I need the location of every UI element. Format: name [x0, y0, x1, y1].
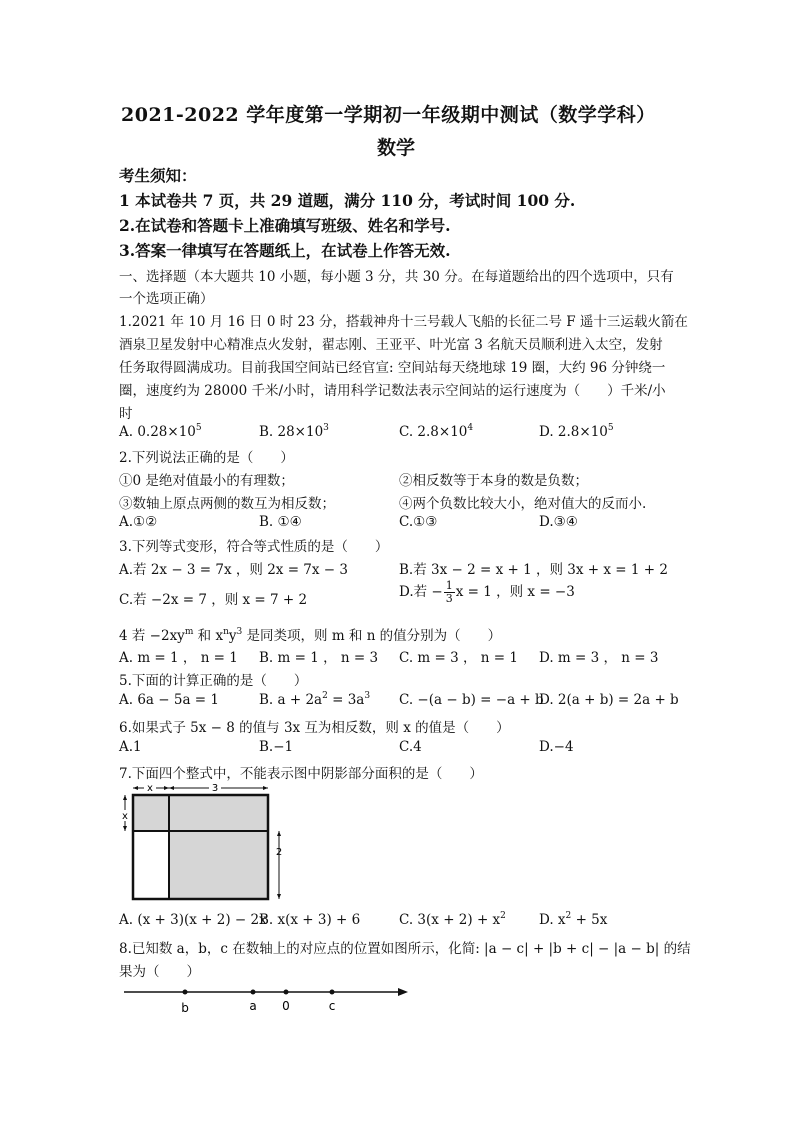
dim-label-2: 2 — [275, 847, 283, 858]
q2-stem: 2.下列说法正确的是（ ） — [119, 450, 294, 466]
q7-option-c[interactable]: C. $3(x + 2) + x^2$ — [399, 911, 506, 928]
q1-line-4: 圈，速度约为 28000 千米/小时，请用科学记数法表示空间站的运行速度为（ ）千米/小 — [119, 383, 666, 399]
fraction-one-third: $\frac{1}{3}$ — [445, 579, 453, 605]
q2-option-d[interactable]: D.③④ — [539, 514, 578, 530]
q4-option-c[interactable]: C. m = 3 ， n = 1 — [399, 650, 518, 666]
unshaded-area — [133, 831, 169, 899]
arrow-head — [277, 831, 281, 836]
arrow-head — [169, 786, 174, 790]
arrow-head — [164, 786, 169, 790]
q7-option-d[interactable]: D. $x^2 + 5x$ — [539, 911, 608, 928]
q2-statement-3: ③数轴上原点两侧的数互为相反数； — [119, 496, 335, 512]
q8-line-1: 8.已知数 a，b，c 在数轴上的对应点的位置如图所示，化简: |a − c| + |b + c| − |a − b| 的结 — [119, 941, 691, 957]
q2-statement-2: ②相反数等于本身的数是负数； — [399, 473, 588, 489]
arrow-head — [123, 795, 127, 800]
q1-line-2: 酒泉卫星发射中心精准点火发射，翟志刚、王亚平、叶光富 3 名航天员顺利进入太空，发射 — [119, 337, 663, 353]
arrow-head — [277, 894, 281, 899]
notice-item-1: 1 本试卷共 7 页，共 29 道题，满分 110 分，考试时间 100 分. — [119, 191, 576, 210]
notice-item-2: 2.在试卷和答题卡上准确填写班级、姓名和学号. — [119, 216, 451, 235]
number-line-arrow — [398, 988, 408, 996]
q1-line-3: 任务取得圆满成功。目前我国空间站已经官宣: 空间站每天绕地球 19 圈，大约 96 分钟绕一 — [119, 360, 666, 376]
arrow-head — [123, 826, 127, 831]
q2-statement-4: ④两个负数比较大小，绝对值大的反而小. — [399, 496, 647, 512]
exam-title: 2021-2022 学年度第一学期初一年级期中测试（数学学科） — [121, 104, 656, 126]
arrow-head — [133, 786, 138, 790]
q6-option-b[interactable]: B.−1 — [259, 739, 294, 755]
q6-option-a[interactable]: A.1 — [119, 739, 142, 755]
q7-option-a[interactable]: A. (x + 3)(x + 2) − 2x — [119, 912, 267, 928]
q1-option-b[interactable]: B. $28\times 10^3$ — [259, 423, 329, 440]
subject-title: 数学 — [377, 137, 416, 159]
notice-heading: 考生须知： — [119, 166, 197, 185]
q6-stem: 6.如果式子 5x − 8 的值与 3x 互为相反数，则 x 的值是（ ） — [119, 720, 510, 736]
q6-option-c[interactable]: C.4 — [399, 739, 422, 755]
q3-option-d[interactable]: D.若 − $\frac{1}{3}$ x = 1 ，则 x = −3 — [399, 579, 575, 605]
q1-option-a[interactable]: A. $0.28\times 10^5$ — [119, 423, 202, 440]
dim-label-3: 3 — [211, 783, 219, 794]
q4-stem: 4 若 $-2xy^m$ 和 $x^ny^3$ 是同类项，则 m 和 n 的值分别为（ ） — [119, 627, 502, 644]
q4-option-b[interactable]: B. m = 1 ， n = 3 — [259, 650, 379, 666]
q4-option-d[interactable]: D. m = 3 ， n = 3 — [539, 650, 659, 666]
notice-item-3: 3.答案一律填写在答题纸上，在试卷上作答无效. — [119, 241, 451, 260]
arrow-head — [263, 786, 268, 790]
q5-option-c[interactable]: C. −(a − b) = −a + b — [399, 692, 544, 708]
q1-option-c[interactable]: C. $2.8\times 10^4$ — [399, 423, 474, 440]
q1-line-5: 时 — [119, 406, 133, 422]
label-c: c — [328, 999, 336, 1013]
point-b — [183, 990, 188, 995]
q5-stem: 5.下面的计算正确的是（ ） — [119, 673, 308, 689]
section-heading-line1: 一、选择题（本大题共 10 小题，每小题 3 分，共 30 分。在每道题给出的四个选项中，只有 — [119, 269, 674, 285]
q8-number-line — [120, 982, 412, 1018]
q8-line-2: 果为（ ） — [119, 964, 200, 980]
q5-option-d[interactable]: D. 2(a + b) = 2a + b — [539, 692, 679, 708]
section-heading-line2: 一个选项正确） — [119, 291, 214, 307]
q3-option-b[interactable]: B.若 3x − 2 = x + 1 ，则 3x + x = 1 + 2 — [399, 562, 668, 578]
dim-label-x-top: x — [147, 783, 153, 794]
q4-option-a[interactable]: A. m = 1 ， n = 1 — [119, 650, 238, 666]
q1-option-d[interactable]: D. $2.8\times 10^5$ — [539, 423, 614, 440]
label-a: a — [249, 999, 257, 1013]
dim-label-x-left: x — [122, 811, 128, 822]
q2-option-a[interactable]: A.①② — [119, 514, 158, 530]
q3-stem: 3.下列等式变形，符合等式性质的是（ ） — [119, 539, 389, 555]
point-a — [251, 990, 256, 995]
point-c — [330, 990, 335, 995]
q5-option-a[interactable]: A. 6a − 5a = 1 — [119, 692, 219, 708]
q2-statement-1: ①0 是绝对值最小的有理数； — [119, 473, 294, 489]
label-zero: 0 — [282, 999, 290, 1013]
q3-option-a[interactable]: A.若 2x − 3 = 7x ，则 2x = 7x − 3 — [119, 562, 348, 578]
q1-line-1: 1.2021 年 10 月 16 日 0 时 23 分，搭载神舟十三号载人飞船的长征二号 F 遥十三运载火箭在 — [119, 314, 688, 330]
q7-stem: 7.下面四个整式中，不能表示图中阴影部分面积的是（ ） — [119, 766, 483, 782]
q2-option-c[interactable]: C.①③ — [399, 514, 438, 530]
q7-shaded-rectangle-figure — [116, 780, 296, 906]
q5-option-b[interactable]: B. $a + 2a^2 = 3a^3$ — [259, 691, 371, 708]
q2-option-b[interactable]: B. ①④ — [259, 514, 302, 530]
q6-option-d[interactable]: D.−4 — [539, 739, 574, 755]
q7-option-b[interactable]: B. x(x + 3) + 6 — [259, 912, 361, 928]
label-b: b — [181, 1001, 189, 1015]
point-origin — [284, 990, 289, 995]
q3-option-c[interactable]: C.若 −2x = 7 ，则 x = 7 + 2 — [119, 592, 308, 608]
